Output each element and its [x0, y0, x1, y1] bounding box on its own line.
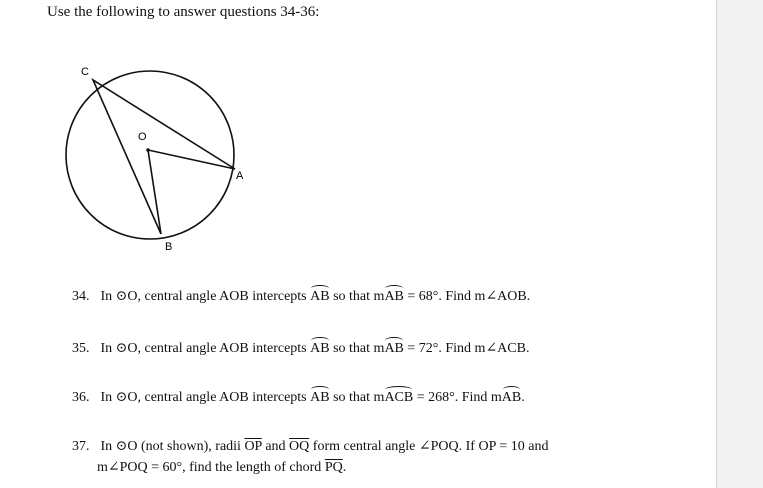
label-c: C [81, 66, 89, 78]
chord-pq: $\overline{PQ}$ [324, 460, 343, 475]
question-34: 34. In ⊙O, central angle AOB intercepts AB so that mAB = 68°. Find m∠AOB. [72, 289, 531, 304]
side-panel [716, 0, 763, 488]
segment-op: $\overline{OP}$ [244, 439, 262, 454]
question-35: 35. In ⊙O, central angle AOB intercepts AB so that mAB = 72°. Find m∠ACB. [72, 341, 530, 356]
arc-ab: AB [310, 289, 330, 304]
arc-acb-measure: ACB [384, 390, 414, 405]
arc-ab-answer: AB [501, 390, 522, 405]
instructions-heading: Use the following to answer questions 34-36: [47, 4, 320, 20]
center-point [146, 148, 150, 152]
label-a: A [236, 170, 244, 182]
circle-diagram [50, 60, 250, 260]
arc-ab: AB [310, 390, 330, 405]
segment-oq: $\overline{OQ}$ [289, 439, 310, 454]
central-angle-aob [148, 150, 235, 234]
question-36: 36. In ⊙O, central angle AOB intercepts AB so that mACB = 268°. Find mAB. [72, 390, 525, 405]
label-o: O [138, 131, 147, 143]
arc-ab: AB [310, 341, 330, 356]
label-b: B [165, 241, 173, 253]
arc-ab-measure: AB [384, 289, 404, 304]
arc-ab-measure: AB [384, 341, 404, 356]
circle-o [66, 71, 234, 239]
question-37: 37. In ⊙O (not shown), radii $\overline{OP}$ and $\overline{OQ}$ form central angle ∠POQ. If OP = 10 and m∠POQ = 60°, find the length of chord $\overline{PQ}$. [72, 439, 549, 475]
